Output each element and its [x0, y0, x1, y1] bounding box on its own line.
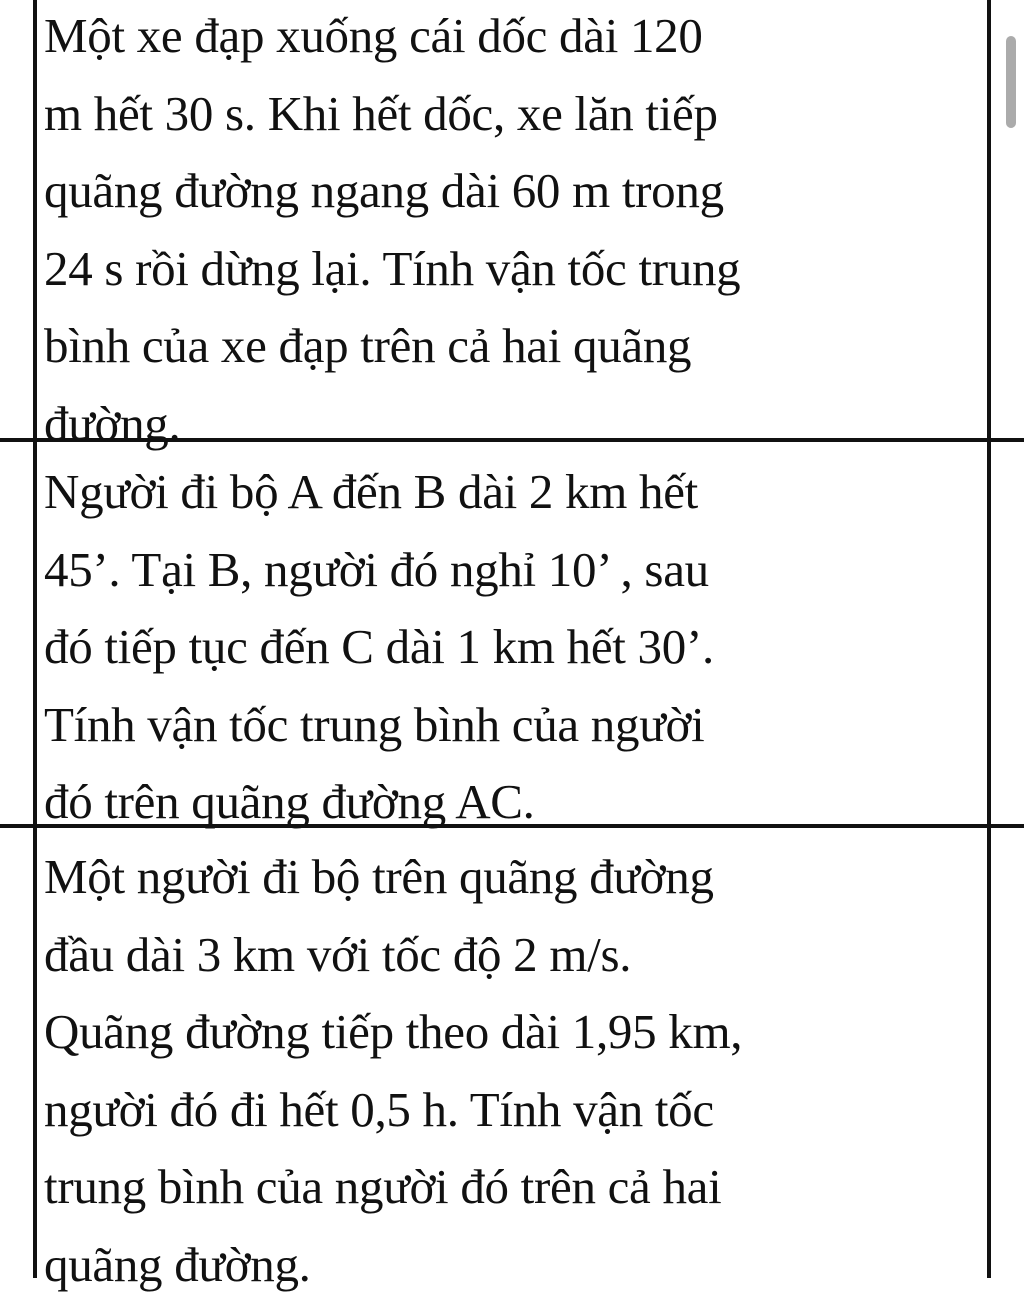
problem-text-line: Một người đi bộ trên quãng đường [44, 838, 980, 916]
table-left-border [33, 0, 37, 1278]
problem-text-line: đó trên quãng đường AC. [44, 763, 980, 841]
problem-cell-1 [44, 0, 980, 462]
problem-text-line: Quãng đường tiếp theo dài 1,95 km, [44, 993, 980, 1071]
problem-text-line: bình của xe đạp trên cả hai quãng [44, 307, 980, 385]
problem-text-line: quãng đường. [44, 1226, 980, 1303]
problem-text-line: Tính vận tốc trung bình của người [44, 686, 980, 764]
problem-text-line: Một xe đạp xuống cái dốc dài 120 [44, 0, 980, 75]
problem-text-line: Người đi bộ A đến B dài 2 km hết [44, 453, 980, 531]
problem-text-line: trung bình của người đó trên cả hai [44, 1148, 980, 1226]
problem-text-line: quãng đường ngang dài 60 m trong [44, 152, 980, 230]
problem-text-line: m hết 30 s. Khi hết dốc, xe lăn tiếp [44, 75, 980, 153]
problem-text-line: đó tiếp tục đến C dài 1 km hết 30’. [44, 608, 980, 686]
problem-text-line: đường. [44, 385, 980, 463]
problem-text-line: đầu dài 3 km với tốc độ 2 m/s. [44, 916, 980, 994]
problem-cell-2 [44, 453, 980, 841]
problem-text-line: 24 s rồi dừng lại. Tính vận tốc trung [44, 230, 980, 308]
problem-cell-3 [44, 838, 980, 1303]
problem-text-line: người đó đi hết 0,5 h. Tính vận tốc [44, 1071, 980, 1149]
scroll-indicator[interactable] [1006, 36, 1016, 128]
table-right-border [987, 0, 991, 1278]
problem-text-line: 45’. Tại B, người đó nghỉ 10’ , sau [44, 531, 980, 609]
